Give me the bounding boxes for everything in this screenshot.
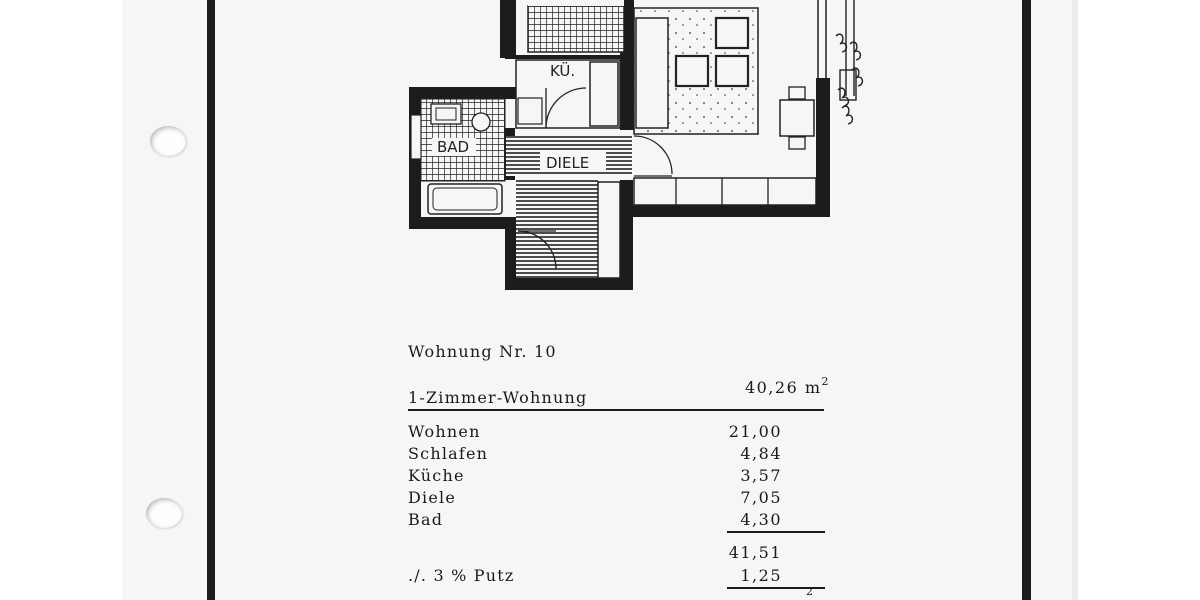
- room-name: Schlafen: [408, 444, 489, 463]
- total-area: 40,26 $m^2$: [744, 375, 830, 397]
- room-name: Bad: [408, 510, 444, 529]
- deduction-value: 1,25: [740, 566, 782, 585]
- room-area: 4,84: [740, 444, 782, 463]
- room-name: Küche: [408, 466, 465, 485]
- room-area: 4,30: [740, 510, 782, 529]
- living-room: [634, 0, 826, 205]
- balcony: [836, 0, 862, 124]
- deduction-label: ./. 3 % Putz: [408, 566, 515, 585]
- bottom-exponent: 2: [806, 585, 815, 598]
- bath-room: [411, 99, 505, 214]
- room-name: Wohnen: [408, 422, 481, 441]
- apartment-title: Wohnung Nr. 10: [408, 342, 557, 361]
- plan-label-kitchen: KÜ.: [550, 62, 576, 80]
- room-area: 21,00: [728, 422, 782, 441]
- room-name: Diele: [408, 488, 456, 507]
- plan-label-hall: DIELE: [546, 154, 590, 172]
- apartment-type: 1-Zimmer-Wohnung: [408, 388, 588, 407]
- room-area: 3,57: [740, 466, 782, 485]
- subtotal-value: 41,51: [728, 543, 782, 562]
- subtotal-rule: [727, 531, 825, 533]
- plan-label-bath: BAD: [437, 138, 470, 156]
- room-area: 7,05: [740, 488, 782, 507]
- header-underline: [408, 409, 824, 411]
